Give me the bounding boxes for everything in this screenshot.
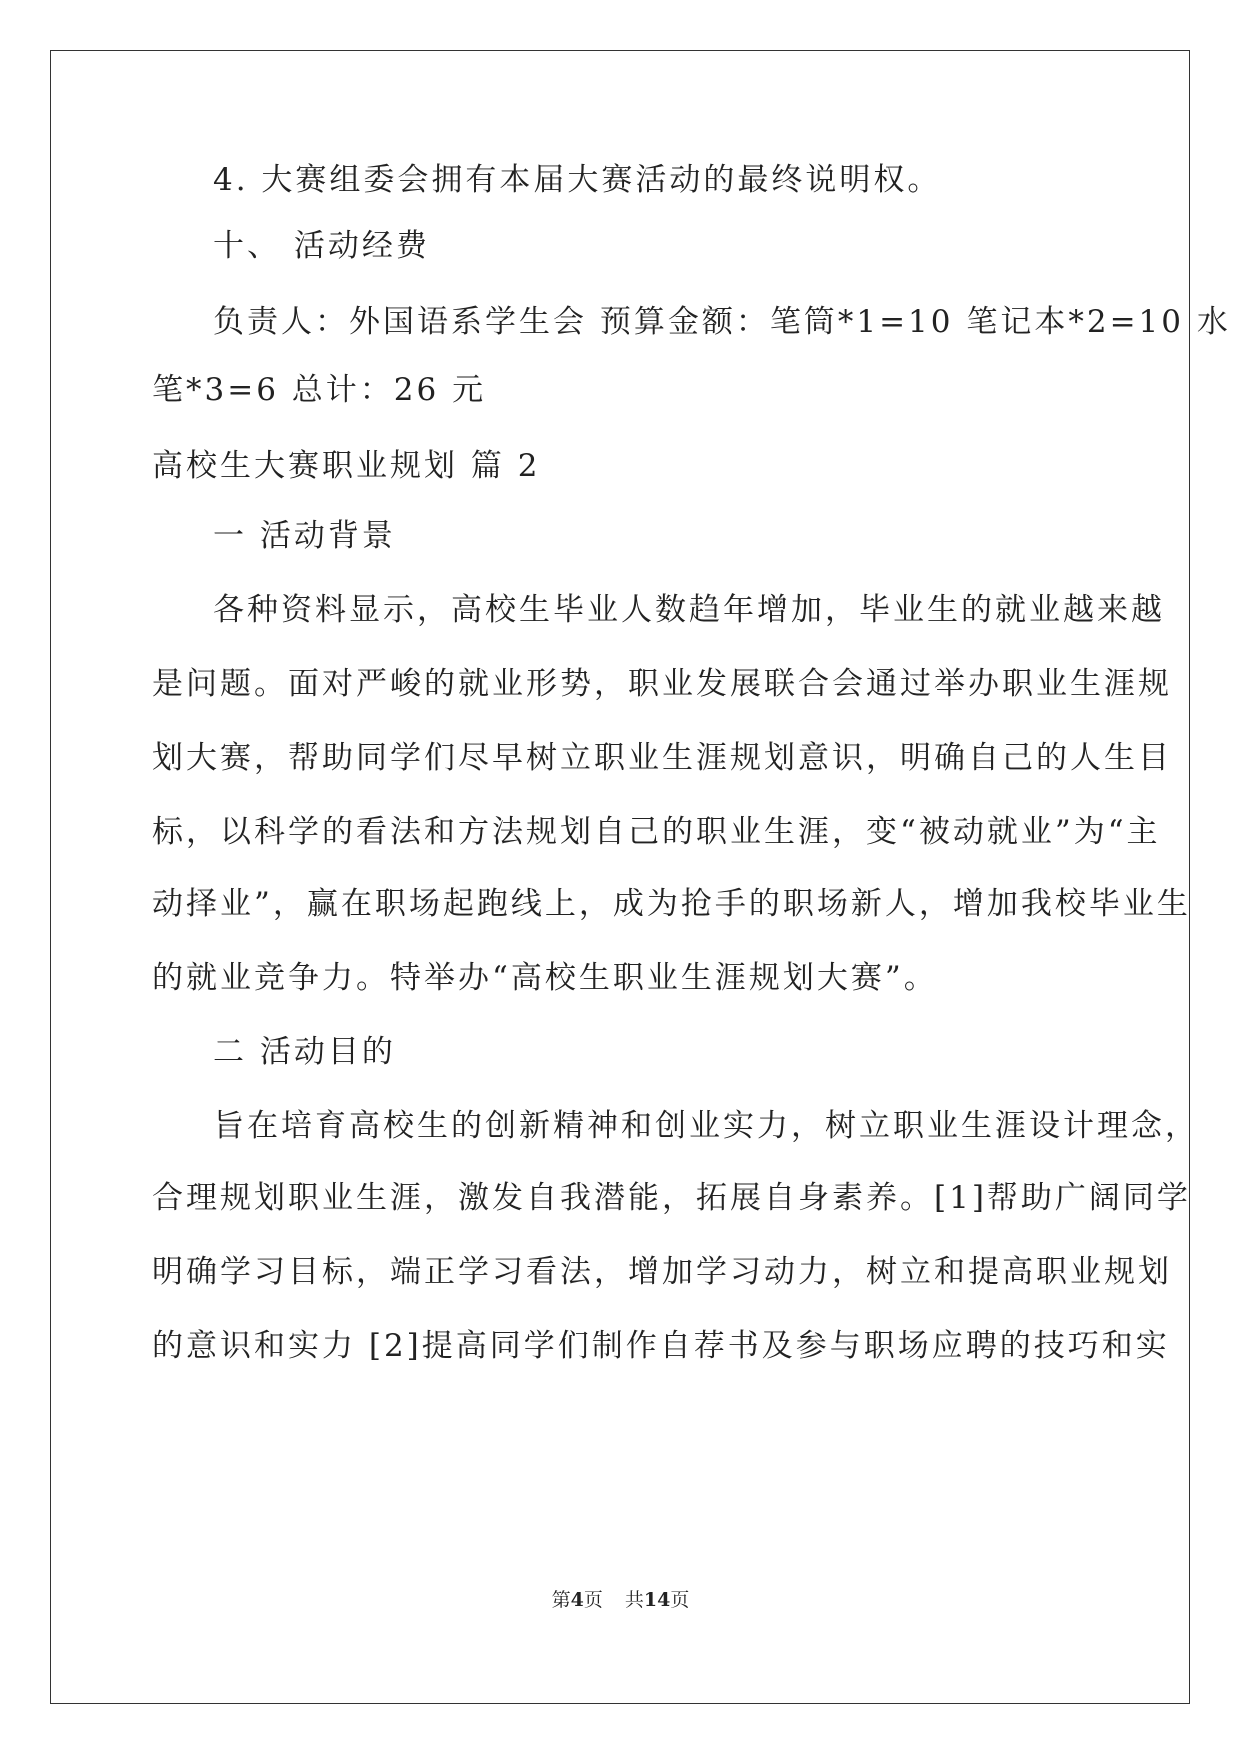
page-footer xyxy=(0,1588,1241,1612)
paragraph-line: 划大赛，帮助同学们尽早树立职业生涯规划意识，明确自己的人生目 xyxy=(152,740,1172,776)
paragraph-line: 是问题。面对严峻的就业形势，职业发展联合会通过举办职业生涯规 xyxy=(152,666,1172,702)
footer-page-prefix: 第 xyxy=(551,1589,571,1611)
article-title: 高校生大赛职业规划 篇 2 xyxy=(152,448,541,484)
footer-total-prefix: 共 xyxy=(624,1589,644,1611)
page-border xyxy=(50,50,1231,1704)
paragraph-line: 负责人：外国语系学生会 预算金额：笔筒*1=10 笔记本*2=10 水 xyxy=(213,304,1231,340)
paragraph-line: 标，以科学的看法和方法规划自己的职业生涯，变“被动就业”为“主 xyxy=(152,814,1161,850)
paragraph-line: 合理规划职业生涯，激发自我潜能，拓展自身素养。[1]帮助广阔同学 xyxy=(152,1180,1191,1216)
paragraph-line: 的就业竞争力。特举办“高校生职业生涯规划大赛”。 xyxy=(152,960,938,996)
paragraph-line: 4. 大赛组委会拥有本届大赛活动的最终说明权。 xyxy=(213,162,942,198)
section-heading: 二 活动目的 xyxy=(213,1034,396,1070)
section-heading: 一 活动背景 xyxy=(213,518,396,554)
paragraph-line: 的意识和实力 [2]提高同学们制作自荐书及参与职场应聘的技巧和实 xyxy=(152,1328,1170,1364)
paragraph-line: 动择业”，赢在职场起跑线上，成为抢手的职场新人，增加我校毕业生 xyxy=(152,886,1191,922)
footer-total-suffix: 页 xyxy=(670,1589,690,1611)
paragraph-line: 旨在培育高校生的创新精神和创业实力，树立职业生涯设计理念， xyxy=(213,1108,1199,1144)
section-heading: 十、 活动经费 xyxy=(213,228,430,264)
footer-total-pages: 14 xyxy=(643,1589,671,1611)
paragraph-line: 明确学习目标，端正学习看法，增加学习动力，树立和提高职业规划 xyxy=(152,1254,1172,1290)
paragraph-line: 笔*3=6 总计：26 元 xyxy=(152,372,487,408)
footer-page-suffix: 页 xyxy=(583,1589,603,1611)
paragraph-line: 各种资料显示，高校生毕业人数趋年增加，毕业生的就业越来越 xyxy=(213,592,1165,628)
footer-page-number: 4 xyxy=(570,1589,584,1611)
